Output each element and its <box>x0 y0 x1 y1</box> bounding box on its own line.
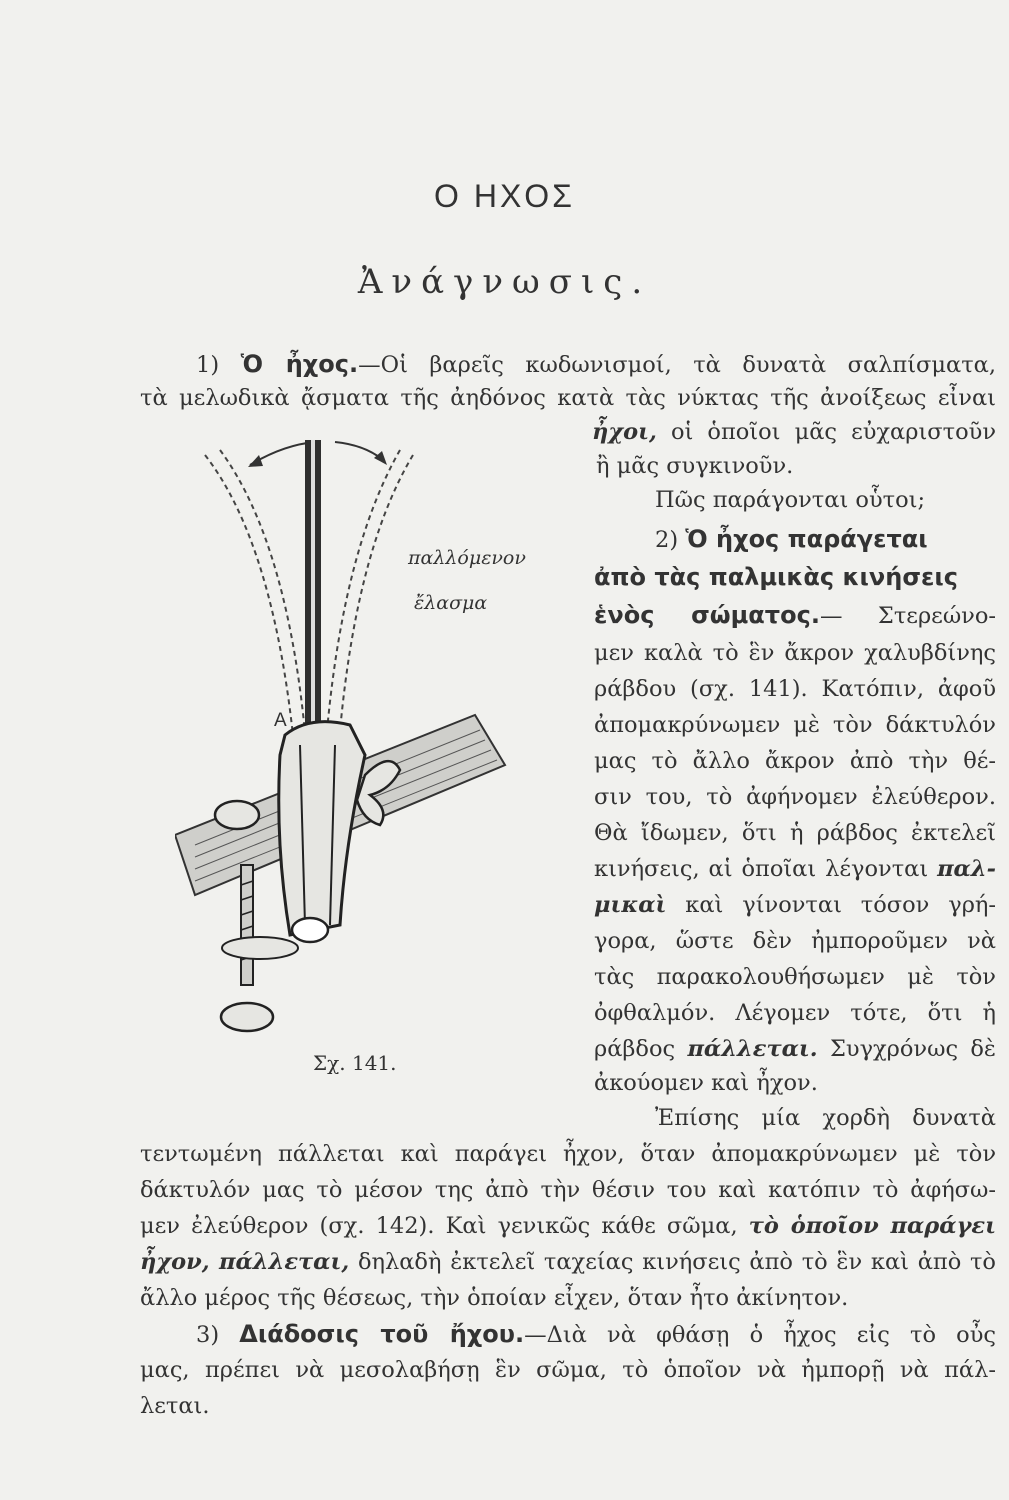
section2-heading3-text: ἑνὸς σώματος. <box>594 601 820 629</box>
section2-h3-tail: — Στερεώνο- <box>819 603 996 629</box>
emph-to-opoion: τὸ ὁποῖον παράγει <box>748 1213 996 1239</box>
section1-text3: οἱ ὁποῖοι μᾶς εὐχαριστοῦν <box>656 419 996 445</box>
section3-line2: μας, πρέπει νὰ μεσολαβήσῃ ἓν σῶμα, τὸ ὁποῖον νὰ ἠμπορῇ νὰ πάλ- <box>140 1357 996 1383</box>
figure-label-blade: ἔλασμα <box>414 592 488 614</box>
section2-line2: ράβδου (σχ. 141). Κατόπιν, ἀφοῦ <box>594 676 996 702</box>
section2-line6: Θὰ ἴδωμεν, ὅτι ἡ ράβδος ἐκτελεῖ <box>594 820 996 846</box>
section2-heading3 <box>594 598 996 633</box>
section3-l1: —Διὰ νὰ φθάσῃ ὁ ἦχος εἰς τὸ οὖς <box>524 1322 996 1348</box>
section2-line9: γορα, ὥστε δὲν ἠμποροῦμεν νὰ <box>594 928 996 954</box>
para3-line4 <box>140 1209 996 1243</box>
section1-line1 <box>196 347 996 382</box>
section2-heading1-text: Ὁ ἦχος παράγεται <box>685 525 928 553</box>
section1-line2: τὰ μελωδικὰ ᾄσματα τῆς ἀηδόνος κατὰ τὰς νύκτας τῆς ἀνοίξεως εἶναι <box>140 385 996 411</box>
section-subtitle: Ἀνάγνωσις. <box>357 262 652 302</box>
para3-l4a: μεν ἐλεύθερον (σχ. 142). Καὶ γενικῶς κάθε σῶμα, <box>140 1213 749 1239</box>
para3-l5: δηλαδὴ ἐκτελεῖ ταχείας κινήσεις ἀπὸ τὸ ἓν καὶ ἀπὸ τὸ <box>349 1249 996 1275</box>
para3-line6: ἄλλο μέρος τῆς θέσεως, τὴν ὁποίαν εἶχεν, ὅταν ἦτο ἀκίνητον. <box>140 1285 849 1311</box>
section2-line10: τὰς παρακολουθήσωμεν μὲ τὸν <box>594 964 996 990</box>
section2-number: 2) <box>655 527 679 553</box>
vibrating-blade-figure <box>175 425 595 1045</box>
figure-label-vibrating: παλλόμενον <box>408 547 526 569</box>
figure-caption: Σχ. 141. <box>313 1051 397 1075</box>
section1-line4: ἢ μᾶς συγκινοῦν. <box>596 453 794 479</box>
section2-line12 <box>594 1032 996 1066</box>
section2-line4: μας τὸ ἄλλο ἄκρον ἀπὸ τὴν θέ- <box>594 748 996 774</box>
emph-pal: παλ- <box>937 856 996 882</box>
emph-echon-palletai: ἦχον, πάλλεται, <box>140 1249 350 1275</box>
para3-line1: Ἐπίσης μία χορδὴ δυνατὰ <box>655 1105 996 1131</box>
para3-line3: δάκτυλόν μας τὸ μέσον της ἀπὸ τὴν θέσιν του καὶ κατόπιν τὸ ἀφήσω- <box>140 1177 996 1203</box>
section2-line8 <box>594 888 996 922</box>
figure-point-label: A <box>274 710 287 731</box>
emph-palletai: πάλλεται. <box>687 1036 818 1062</box>
section2-heading1 <box>655 522 928 557</box>
section3-line1 <box>196 1317 996 1352</box>
emph-echoi: ἦχοι, <box>592 419 657 445</box>
section2-k6b: Συγχρόνως δὲ <box>817 1036 996 1062</box>
section2-heading2-text: ἀπὸ τὰς παλμικὰς κινήσεις <box>594 563 958 591</box>
section3-number: 3) <box>196 1322 220 1348</box>
section2-line5: σιν του, τὸ ἀφήνομεν ἐλεύθερον. <box>594 784 996 810</box>
section3-line3: λεται. <box>140 1393 210 1419</box>
section2-line13: ἀκούομεν καὶ ἦχον. <box>594 1070 818 1096</box>
emph-mikai: μικαὶ <box>594 892 667 918</box>
para3-line2: τεντωμένη πάλλεται καὶ παράγει ἦχον, ὅταν ἀπομακρύνωμεν μὲ τὸν <box>140 1141 996 1167</box>
section2-line7 <box>594 852 996 886</box>
section1-question: Πῶς παράγονται οὗτοι; <box>655 487 926 513</box>
section1-number: 1) <box>196 352 220 378</box>
section2-k6a: ράβδος <box>594 1036 688 1062</box>
chapter-title: Ο ΗΧΟΣ <box>434 178 575 214</box>
section2-k1: κινήσεις, αἱ ὁποῖαι λέγονται <box>594 856 938 882</box>
section1-heading: Ὁ ἦχος. <box>240 350 359 378</box>
section3-heading: Διάδοσις τοῦ ἤχου. <box>239 1320 525 1348</box>
section2-heading2 <box>594 560 958 595</box>
section1-line3 <box>592 415 996 449</box>
section2-line11: ὀφθαλμόν. Λέγομεν τότε, ὅτι ἡ <box>594 1000 996 1026</box>
section1-text1: —Οἱ βαρεῖς κωδωνισμοί, τὰ δυνατὰ σαλπίσματα, <box>358 352 997 378</box>
section2-line3: ἀπομακρύνωμεν μὲ τὸν δάκτυλόν <box>594 712 996 738</box>
section2-line1: μεν καλὰ τὸ ἓν ἄκρον χαλυβδίνης <box>594 640 996 666</box>
section2-k2: καὶ γίνονται τόσον γρή- <box>666 892 996 918</box>
para3-line5 <box>140 1245 996 1279</box>
